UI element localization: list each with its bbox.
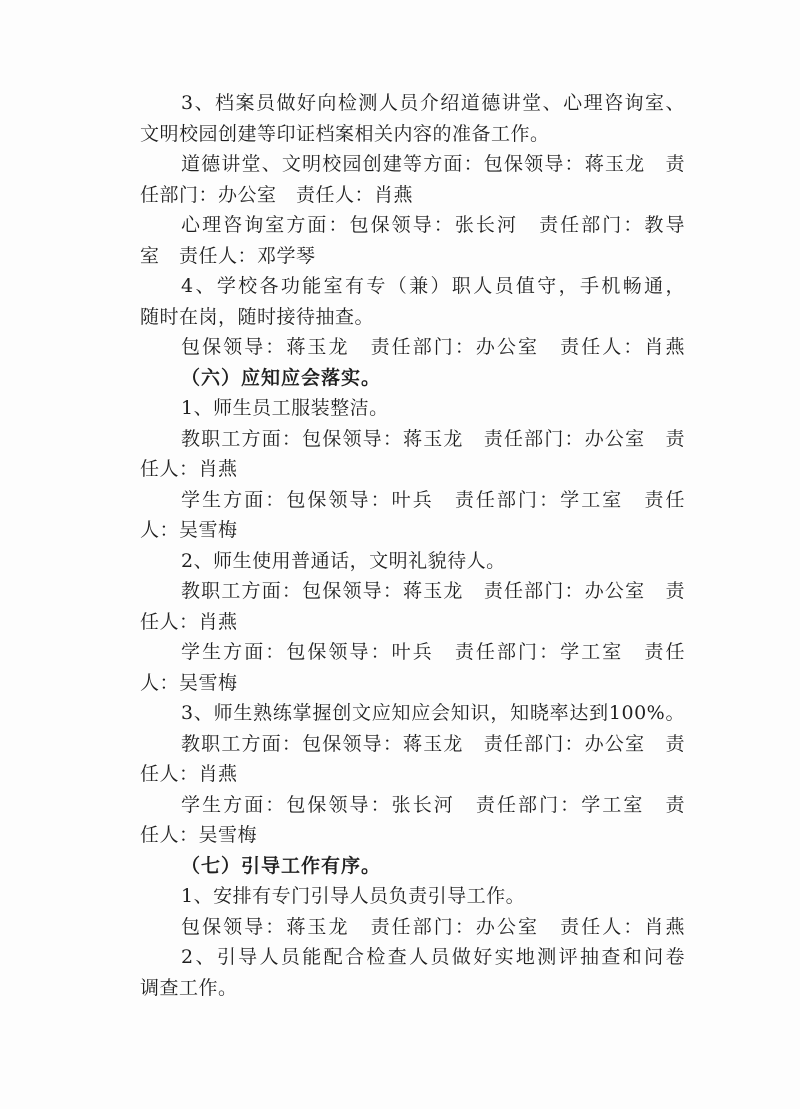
text-line: 任人：肖燕 [140, 610, 238, 633]
text-line: 2、引导人员能配合检查人员做好实地测评抽查和问卷 [181, 946, 685, 968]
text-line: 道德讲堂、文明校园创建等方面：包保领导：蒋玉龙 责 [181, 153, 685, 175]
text-line: 包保领导：蒋玉龙 责任部门：办公室 责任人：肖燕 [181, 336, 685, 358]
text-line: 任人：肖燕 [140, 458, 238, 480]
text-line: 心理咨询室方面：包保领导：张长河 责任部门：教导 [181, 214, 685, 236]
text-line: 调查工作。 [140, 976, 238, 999]
text-line: 4、学校各功能室有专（兼）职人员值守，手机畅通， [181, 275, 685, 297]
text-line: 人：吴雪梅 [140, 671, 238, 694]
text-line: 任人：吴雪梅 [140, 824, 258, 846]
text-line: 学生方面：包保领导：叶兵 责任部门：学工室 责任 [181, 488, 685, 511]
document-body [140, 88, 685, 1003]
text-line: 学生方面：包保领导：叶兵 责任部门：学工室 责任 [181, 641, 685, 663]
text-line: 学生方面：包保领导：张长河 责任部门：学工室 责 [181, 793, 685, 816]
text-line: 人：吴雪梅 [140, 519, 238, 541]
text-line: 3、档案员做好向检测人员介绍道德讲堂、心理咨询室、 [181, 92, 685, 114]
text-line: 包保领导：蒋玉龙 责任部门：办公室 责任人：肖燕 [181, 915, 685, 938]
text-line: 1、师生员工服装整洁。 [181, 397, 389, 419]
section-heading: （六）应知应会落实。 [181, 366, 382, 389]
text-line: 教职工方面：包保领导：蒋玉龙 责任部门：办公室 责 [181, 732, 685, 755]
text-line: 教职工方面：包保领导：蒋玉龙 责任部门：办公室 责 [181, 427, 685, 450]
section-heading: （七）引导工作有序。 [181, 854, 382, 877]
text-line: 文明校园创建等印证档案相关内容的准备工作。 [140, 122, 550, 145]
text-line: 室 责任人：邓学琴 [140, 244, 316, 267]
text-line: 任人：肖燕 [140, 763, 238, 785]
text-line: 任部门：办公室 责任人：肖燕 [140, 183, 414, 206]
text-line: 3、师生熟练掌握创文应知应会知识，知晓率达到100%。 [181, 702, 685, 724]
text-line: 教职工方面：包保领导：蒋玉龙 责任部门：办公室 责 [181, 580, 685, 602]
text-line: 随时在岗，随时接待抽查。 [140, 305, 375, 328]
text-line: 2、师生使用普通话，文明礼貌待人。 [181, 549, 506, 572]
text-line: 1、安排有专门引导人员负责引导工作。 [181, 885, 526, 907]
